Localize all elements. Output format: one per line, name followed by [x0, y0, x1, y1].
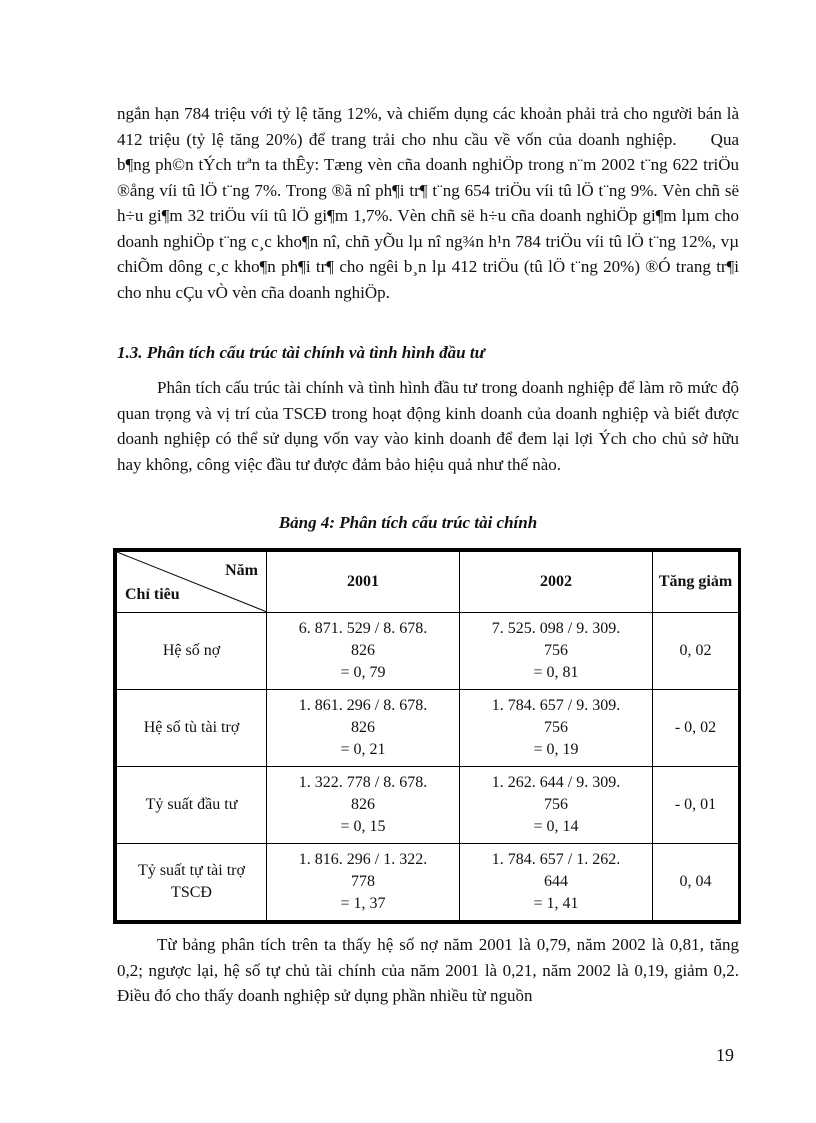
- value-2002: 7. 525. 098 / 9. 309. 756 = 0, 81: [460, 613, 653, 690]
- header-change: Tăng giảm: [653, 552, 739, 613]
- header-year-label: Năm: [225, 562, 258, 579]
- section-paragraph: Phân tích cấu trúc tài chính và tình hình đầu tư trong doanh nghiệp để làm rõ mức độ quan trọng và vị trí của TSCĐ trong hoạt động kinh doanh của doanh nghiệp và biết được doanh nghiệp có thể sử dụng vốn vay vào kinh doanh để đem lại lợi Ých cho chủ sở hữu hay không, công việc đầu tư được đảm bảo hiệu quả như thế nào.: [117, 378, 739, 474]
- financial-structure-table: [113, 548, 741, 924]
- value-2002: 1. 784. 657 / 9. 309. 756 = 0, 19: [460, 690, 653, 767]
- value-2002: 1. 262. 644 / 9. 309. 756 = 0, 14: [460, 767, 653, 844]
- row-label: Hệ số nợ: [117, 613, 267, 690]
- value-change: 0, 02: [653, 613, 739, 690]
- table-row: [117, 690, 739, 767]
- page-number: 19: [716, 1045, 734, 1065]
- table-row: [117, 613, 739, 690]
- value-2001: 1. 861. 296 / 8. 678. 826 = 0, 21: [267, 690, 460, 767]
- value-2002: 1. 784. 657 / 1. 262. 644 = 1, 41: [460, 844, 653, 921]
- value-change: - 0, 02: [653, 690, 739, 767]
- table-header-row: [117, 552, 739, 613]
- section-heading: 1.3. Phân tích cấu trúc tài chính và tình hình đầu tư: [117, 343, 485, 362]
- value-change: 0, 04: [653, 844, 739, 921]
- closing-paragraph: Từ bảng phân tích trên ta thấy hệ số nợ năm 2001 là 0,79, năm 2002 là 0,81, tăng 0,2; ngược lại, hệ số tự chủ tài chính của năm 2001 là 0,21, năm 2002 là 0,19, giảm 0,2. Điều đó cho thấy doanh nghiệp sử dụng phần nhiều từ nguồn: [117, 935, 739, 1005]
- value-2001: 1. 816. 296 / 1. 322. 778 = 1, 37: [267, 844, 460, 921]
- value-change: - 0, 01: [653, 767, 739, 844]
- value-2001: 6. 871. 529 / 8. 678. 826 = 0, 79: [267, 613, 460, 690]
- header-corner-cell: [117, 552, 267, 613]
- intro-text-b: Qua b¶ng ph©n tÝch trªn ta thÊy: Tæng vèn cña doanh nghiÖp trong n¨m 2002 t¨ng 622 triÖu ®ång víi tû lÖ t¨ng 7%. Trong ®ã nî ph¶i tr¶ t¨ng 654 triÖu víi tû lÖ t¨ng 9%. Vèn chñ së h÷u gi¶m 32 triÖu víi tû lÖ gi¶m 1,7%. Vèn chñ së h÷u cña doanh nghiÖp gi¶m lµm cho doanh nghiÖp t¨ng c¸c kho¶n nî, chñ yÕu lµ nî ng¾n h¹n 784 triÖu víi tû lÖ t¨ng 12%, vµ chiÕm dông c¸c kho¶n ph¶i tr¶ cho ngêi b¸n lµ 412 triÖu (tû lÖ t¨ng 20%) ®Ó trang tr¶i cho nhu cÇu vÒ vèn cña doanh nghiÖp.: [117, 129, 739, 302]
- header-indicator-label: Chỉ tiêu: [125, 586, 180, 603]
- intro-text-a: ngắn hạn 784 triệu với tỷ lệ tăng 12%, và chiếm dụng các khoản phải trả cho người bán là 412 triệu (tỷ lệ tăng 20%) để trang trải cho nhu cầu về vốn của doanh nghiệp.: [117, 104, 739, 149]
- row-label: Tỷ suất tự tài trợ TSCĐ: [117, 844, 267, 921]
- header-2001: 2001: [267, 552, 460, 613]
- table-row: [117, 767, 739, 844]
- table-row: [117, 844, 739, 921]
- row-label: Hệ số tù tài trợ: [117, 690, 267, 767]
- table-caption: Bảng 4: Phân tích cấu trúc tài chính: [278, 513, 538, 532]
- row-label: Tỷ suất đầu tư: [117, 767, 267, 844]
- value-2001: 1. 322. 778 / 8. 678. 826 = 0, 15: [267, 767, 460, 844]
- intro-paragraph: [117, 101, 739, 305]
- header-2002: 2002: [460, 552, 653, 613]
